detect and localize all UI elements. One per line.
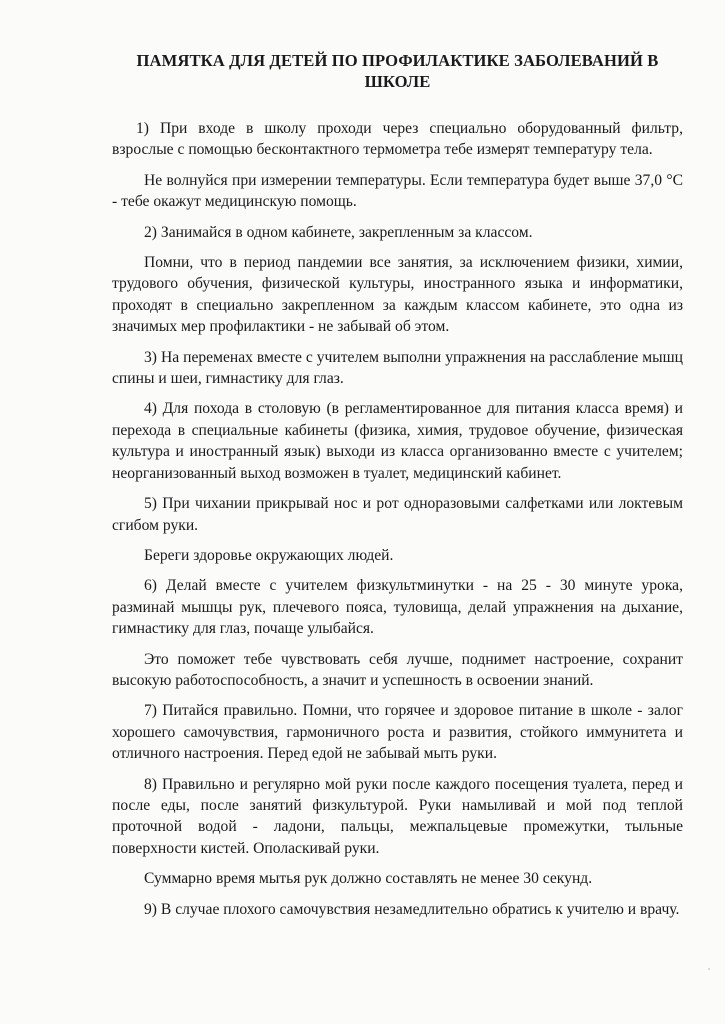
document-title: ПАМЯТКА ДЛЯ ДЕТЕЙ ПО ПРОФИЛАКТИКЕ ЗАБОЛЕВАНИЙ В ШКОЛЕ — [136, 51, 659, 91]
paragraph-7: 5) При чихании прикрывай нос и рот одноразовыми салфетками или локтевым сгибом руки. — [112, 495, 683, 534]
paragraph-11: 7) Питайся правильно. Помни, что горячее и здоровое питание в школе - залог хорошего самочувствия, гармоничного роста и развития, стойкого иммунитета и отличного настроения. Перед едой не забывай мыть руки. — [112, 702, 683, 763]
paragraph-10: Это поможет тебе чувствовать себя лучше, поднимет настроение, сохранит высокую работоспособность, а значит и успешность в освоении знаний. — [112, 650, 683, 689]
paragraph-6: 4) Для похода в столовую (в регламентированное для питания класса время) и перехода в специальные кабинеты (физика, химия, трудовое обучение, физическая культура и иностранный язык) выходи из класса организованно вместе с учителем; неорганизованный выход возможен в туалет, медицинский кабинет. — [112, 400, 683, 482]
paragraph-13: Суммарно время мытья рук должно составлять не менее 30 секунд. — [144, 870, 593, 888]
scan-speck — [116, 607, 119, 610]
paragraph-9: 6) Делай вместе с учителем физкультминутки - на 25 - 30 минуте урока, разминай мышцы рук, плечевого пояса, туловища, делай упражнения на дыхание, гимнастику для глаз, почаще улыбайся. — [112, 577, 683, 638]
paragraph-4: Помни, что в период пандемии все занятия, за исключением физики, химии, трудового обучения, физической культуры, иностранного языка и информатики, проходят в специально закрепленном за каждым классом кабинете, это одна из значимых мер профилактики - не забывай об этом. — [112, 254, 683, 336]
paragraph-5: 3) На переменах вместе с учителем выполни упражнения на расслабление мышц спины и шеи, гимнастику для глаз. — [112, 348, 683, 388]
paragraph-12: 8) Правильно и регулярно мой руки после каждого посещения туалета, перед и после еды, после занятий физкультурой. Руки намыливай и мой под теплой проточной водой - ладони, пальцы, межпальцевые промежутки, тыльные поверхности кистей. Ополаскивай руки. — [112, 775, 683, 857]
paragraph-14: 9) В случае плохого самочувствия незамедлительно обратись к учителю и врачу. — [144, 900, 680, 918]
paragraph-2: Не волнуйся при измерении температуры. Если температура будет выше 37,0 °C - тебе окажут медицинскую помощь. — [112, 171, 683, 211]
paragraph-1: 1) При входе в школу проходи через специально оборудованный фильтр, взрослые с помощью бесконтактного термометра тебе измерят температуру тела. — [112, 120, 683, 159]
scan-speck — [708, 968, 710, 970]
paragraph-8: Береги здоровье окружающих людей. — [144, 546, 394, 564]
paragraph-3: 2) Занимайся в одном кабинете, закрепленным за классом. — [144, 223, 533, 241]
